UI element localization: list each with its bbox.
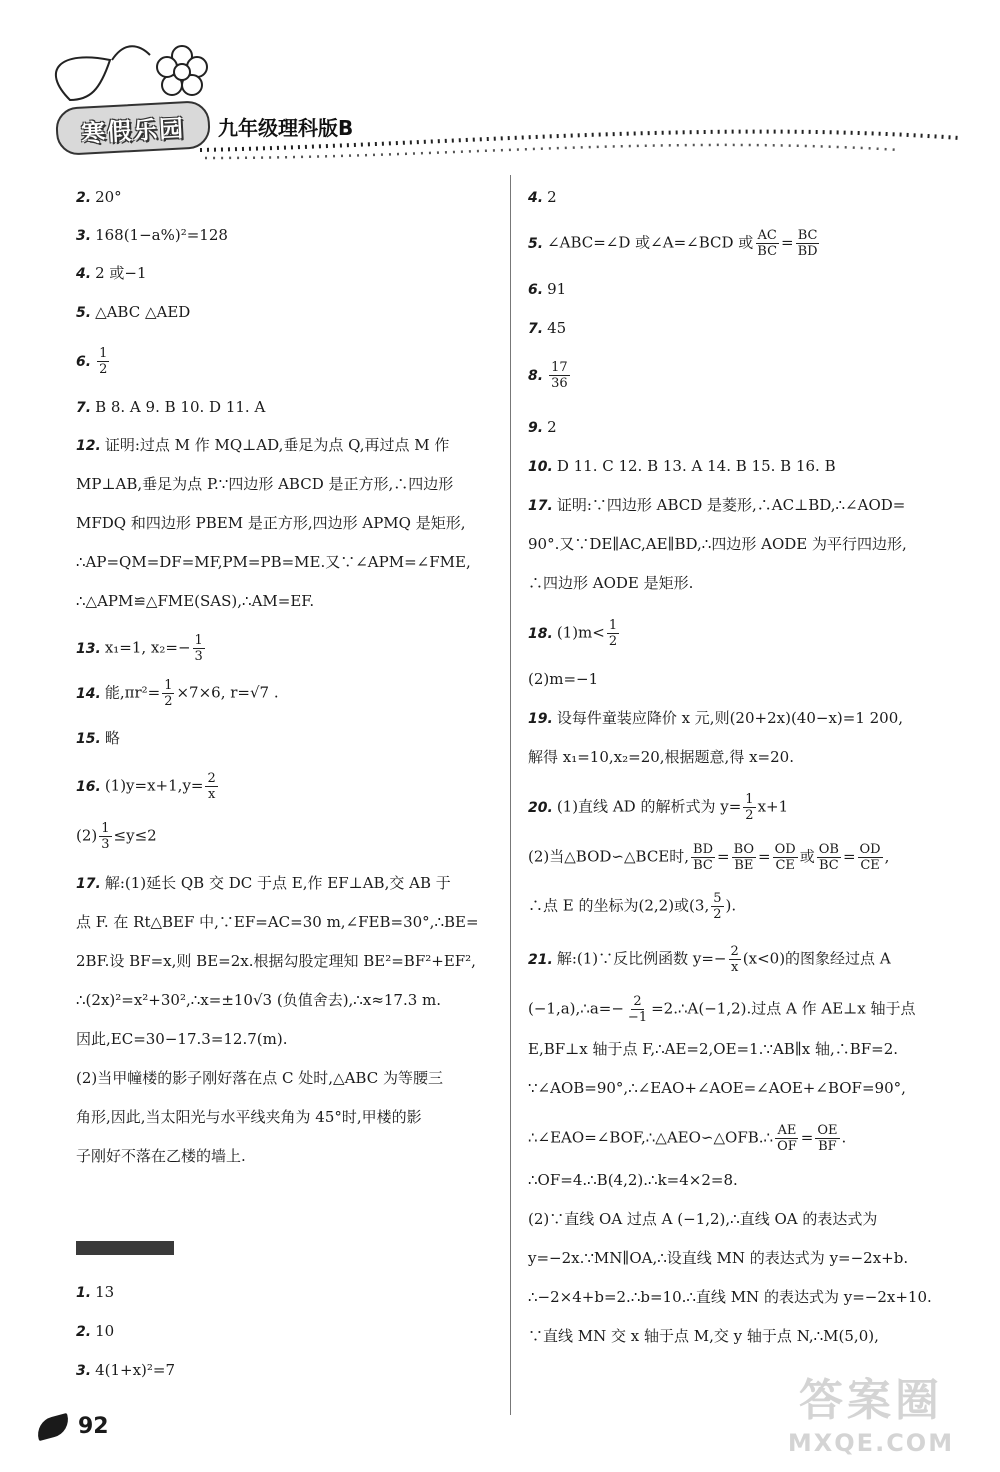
answer-line [528,1038,898,1060]
answer-text: (2) [76,826,98,845]
answer-text: ∵∠AOB=90°,∴∠EAO+∠AOE=∠AOE+∠BOF=90°, [528,1079,906,1097]
answer-text: 20° [95,188,122,206]
fraction-numerator: 5 [713,891,722,906]
answer-text: MFDQ 和四边形 PBEM 是正方形,四边形 APMQ 是矩形, [76,514,466,532]
section-heading-bar [76,1241,174,1255]
answer-text: 2 [547,188,557,206]
fraction-denominator: CE [775,858,795,873]
fraction-numerator: 17 [551,360,568,375]
fraction-denominator: 2 [745,808,754,823]
answer-text: 子刚好不落在乙楼的墙上. [76,1147,246,1165]
fraction-numerator: 1 [99,346,108,361]
answer-text: ≤y≤2 [113,826,157,845]
answer-text: =2.∴A(−1,2).过点 A 作 AE⊥x 轴于点 [651,999,916,1018]
answer-text: 因此,EC=30−17.3=12.7(m). [76,1030,288,1048]
fraction [815,1123,839,1154]
fraction-numerator: OD [774,842,796,857]
answer-line [528,572,693,594]
fraction [549,360,570,391]
answer-text: 90°.又∵DE∥AC,AE∥BD,∴四边形 AODE 为平行四边形, [528,535,907,553]
answer-line [528,533,907,555]
answer-line [528,1325,879,1347]
answer-text: (2)当△BOD∽△BCE时, [528,847,690,866]
answer-line [528,278,566,301]
answer-text: ∴−2×4+b=2.∴b=10.∴直线 MN 的表达式为 y=−2x+10. [528,1288,932,1306]
question-number: 17. [528,498,553,514]
answer-text: (2)m=−1 [528,670,599,688]
answer-text: (1)直线 AD 的解析式为 y= [556,797,742,816]
fraction-denominator: 3 [101,837,110,852]
answer-text: 解得 x₁=10,x₂=20,根据题意,得 x=20. [528,748,794,766]
answer-line [76,186,122,209]
fraction-numerator: 1 [101,821,110,836]
answer-line [76,1028,287,1050]
answer-line [76,473,453,495]
fraction [775,1123,799,1154]
fraction-numerator: 2 [207,771,216,786]
answer-text: (x<0)的图象经过点 A [742,949,891,968]
answer-text: ∴OF=4.∴B(4,2).∴k=4×2=8. [528,1171,738,1189]
fraction-denominator: 2 [99,362,108,377]
answer-text: (2)∵直线 OA 过点 A (−1,2),∴直线 OA 的表达式为 [528,1210,878,1228]
fraction-numerator: BC [797,228,818,243]
fraction [205,771,217,802]
fraction-denominator: BC [757,244,778,259]
answer-text: x₁=1, x₂=− [104,638,191,657]
fraction [626,994,649,1025]
fraction-numerator: BO [733,842,755,857]
answer-text: (2)当甲幢楼的影子刚好落在点 C 处时,△ABC 为等腰三 [76,1069,443,1087]
answer-text: , [884,847,890,866]
question-number: 5. [76,305,92,321]
answer-text: = [717,847,730,866]
fraction-numerator: BD [693,842,713,857]
watermark [766,1374,976,1464]
fraction [162,678,174,709]
fraction-denominator: 3 [194,649,203,664]
answer-text: x+1 [757,797,789,816]
answer-line [76,1106,422,1128]
answer-line [76,590,314,612]
fraction-numerator: AE [777,1123,797,1138]
fraction [732,842,756,873]
answer-text: 证明:∵四边形 ABCD 是菱形,∴AC⊥BD,∴∠AOD= [556,496,906,514]
answer-text: 略 [104,729,120,747]
answer-line [76,301,190,324]
answer-line [528,317,566,340]
answer-line [76,771,220,802]
answer-line [76,989,441,1011]
answer-text: ∠ABC=∠D 或∠A=∠BCD 或 [547,233,754,252]
page-number-text: 92 [78,1414,109,1439]
answer-text: 角形,因此,当太阳光与水平线夹角为 45°时,甲楼的影 [76,1108,422,1126]
answer-text: 点 F. 在 Rt△BEF 中,∵EF=AC=30 m,∠FEB=30°,∴BE= [76,913,479,931]
question-number: 2. [76,1324,92,1340]
answer-text: 解:(1)∵反比例函数 y=− [556,949,727,968]
watermark-url: MXQE.COM [787,1429,955,1457]
fraction [97,346,109,377]
fraction [729,944,741,975]
answer-text: 或 [799,847,815,866]
answer-line [528,186,557,209]
fraction-denominator: CE [860,858,880,873]
watermark-logo-text: 答案圈 [799,1375,943,1426]
answer-text: 解:(1)延长 QB 交 DC 于点 E,作 EF⊥AB,交 AB 于 [104,874,451,892]
fraction-denominator: x [207,787,216,802]
question-number: 13. [76,640,101,657]
fraction-denominator: BC [818,858,839,873]
question-number: 4. [528,190,544,206]
answer-text: MP⊥AB,垂足为点 P.∵四边形 ABCD 是正方形,∴四边形 [76,475,454,493]
question-number: 6. [76,353,92,370]
fraction-denominator: 2 [713,907,722,922]
answer-text: ∴(2x)²=x²+30²,∴x=±10√3 (负值舍去),∴x≈17.3 m. [76,991,442,1009]
question-number: 21. [528,951,553,968]
answer-line [528,1286,932,1308]
question-number: 3. [76,1363,92,1379]
answer-text: ∴∠EAO=∠BOF,∴△AEO∽△OFB.∴ [528,1128,774,1147]
answer-text: 45 [547,319,567,337]
fraction [193,633,205,664]
question-number: 8. [528,367,544,384]
question-number: 14. [76,685,101,702]
fraction [607,618,619,649]
answer-text: ×7×6, r=√7 . [176,683,279,702]
answer-line [76,911,479,933]
fraction-numerator: OD [859,842,881,857]
answer-text: B 8. A 9. B 10. D 11. A [95,398,266,416]
question-number: 17. [76,876,101,892]
question-number: 5. [528,235,544,252]
question-number: 18. [528,625,553,642]
answer-text: E,BF⊥x 轴于点 F,∴AE=2,OE=1.∵AB∥x 轴,∴BF=2. [528,1040,899,1058]
answer-line [528,618,621,649]
answer-line [76,1145,246,1167]
fraction-denominator: BC [693,858,713,873]
answer-text: ∴△APM≌△FME(SAS),∴AM=EF. [76,592,315,610]
answer-line [76,727,120,750]
question-number: 16. [76,778,101,795]
question-number: 10. [528,459,553,475]
page-header [0,0,1000,175]
answer-line [528,668,598,690]
question-number: 6. [528,282,544,298]
answer-text: ∴AP=QM=DF=MF,PM=PB=ME.又∵∠APM=∠FME, [76,553,471,571]
fraction-denominator: 2 [164,694,173,709]
fraction-numerator: OE [817,1123,838,1138]
question-number: 12. [76,438,101,454]
answer-text: 能,πr²= [104,683,161,702]
answer-text: (−1,a),∴a=− [528,999,624,1018]
answer-line [528,360,572,391]
question-number: 15. [76,731,101,747]
answer-line [76,1359,175,1382]
answer-line [528,994,916,1025]
answer-text: 2BF.设 BF=x,则 BE=2x.根据勾股定理知 BE²=BF²+EF², [76,952,476,970]
answer-line [76,1067,443,1089]
answer-text: = [800,1128,814,1147]
answer-text: ∴点 E 的坐标为(2,2)或(3, [528,896,710,915]
answer-line [528,944,891,975]
edition-title: 九年级理科版B [218,116,354,140]
answer-line [76,224,228,247]
answer-text: = [842,847,856,866]
answer-line [528,228,822,259]
fraction [99,821,111,852]
question-number: 19. [528,711,553,727]
answer-text: ). [725,896,737,915]
answer-text: 2 [547,418,557,436]
fraction-numerator: 1 [745,792,754,807]
answer-line [528,1123,846,1154]
fraction-numerator: 1 [164,678,173,693]
fraction-numerator: 1 [194,633,203,648]
answer-text: △ABC △AED [95,303,191,321]
answer-text: 2 或−1 [95,264,147,282]
answer-line [528,416,557,439]
answer-line [76,1320,114,1343]
fraction-denominator: x [730,960,739,975]
answer-line [528,891,736,922]
answer-text: y=−2x.∵MN∥OA,∴设直线 MN 的表达式为 y=−2x+b. [528,1249,909,1267]
question-number: 1. [76,1285,92,1301]
answer-text: 10 [95,1322,115,1340]
answer-line [76,551,471,573]
answer-line [528,1169,738,1191]
answer-line [76,512,465,534]
question-number: 3. [76,228,92,244]
fraction [755,228,779,259]
fraction-numerator: 1 [608,618,618,633]
answer-text: 168(1−a%)²=128 [95,226,228,244]
fraction-denominator: BE [734,858,754,873]
answer-line [528,842,889,873]
answer-line [76,434,449,457]
leaf-icon [34,1412,72,1440]
answer-line [76,872,451,895]
question-number: 4. [76,266,92,282]
answer-text: = [758,847,771,866]
answer-line [76,633,207,664]
answer-text: ∵直线 MN 交 x 轴于点 M,交 y 轴于点 N,∴M(5,0), [528,1327,879,1345]
page-number [36,1414,109,1439]
question-number: 2. [76,190,92,206]
answer-line [76,821,157,852]
series-logo: 寒假乐园 [55,100,211,156]
answer-line [528,746,794,768]
answer-line [528,1247,908,1269]
answer-line [528,1077,906,1099]
answer-text: 91 [547,280,567,298]
fraction [691,842,715,873]
answer-line [528,792,788,823]
fraction-numerator: 2 [730,944,739,959]
answer-text: ∴四边形 AODE 是矩形. [528,574,694,592]
answer-text: 13 [95,1283,115,1301]
fraction [743,792,755,823]
answer-text: (1)m< [556,623,605,642]
fraction-denominator: BF [818,1139,837,1154]
answer-text: 证明:过点 M 作 MQ⊥AD,垂足为点 Q,再过点 M 作 [104,436,450,454]
answer-text: . [841,1128,847,1147]
answer-text: 4(1+x)²=7 [95,1361,176,1379]
answer-line [528,494,905,517]
answer-line [76,346,111,377]
fraction [711,891,723,922]
column-divider [510,175,511,1415]
answer-line [528,707,903,730]
question-number: 20. [528,799,553,816]
fraction-denominator: 2 [608,634,618,649]
answer-line [76,950,476,972]
answer-text: (1)y=x+1,y= [104,776,204,795]
answer-text: 设每件童装应降价 x 元,则(20+2x)(40−x)=1 200, [556,709,904,727]
fraction [796,228,820,259]
answer-text: = [781,233,794,252]
fraction-numerator: AC [757,228,777,243]
answer-line [76,262,147,285]
answer-line [76,396,265,419]
answer-line [76,678,279,709]
fraction [817,842,841,873]
fraction-denominator: BD [797,244,818,259]
fraction [858,842,883,873]
answer-text: D 11. C 12. B 13. A 14. B 15. B 16. B [556,457,836,475]
fraction-denominator: OF [777,1139,797,1154]
question-number: 7. [76,400,92,416]
fraction-denominator: 36 [551,376,568,391]
answer-line [528,455,836,478]
fraction-denominator: −1 [627,1010,648,1025]
fraction-numerator: OB [818,842,839,857]
answer-line [528,1208,877,1230]
question-number: 7. [528,321,544,337]
fraction-numerator: 2 [633,994,642,1009]
question-number: 9. [528,420,544,436]
answer-line [76,1281,114,1304]
fraction [773,842,798,873]
